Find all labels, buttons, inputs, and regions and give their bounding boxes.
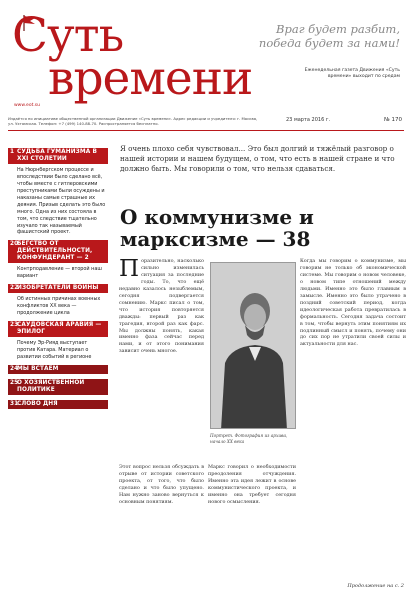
sidebar-section-summary: Об истинных причинах военных конфликтов XX века — продолжение цикла xyxy=(17,296,101,317)
article-column-2b: Маркс говорил о необходимости преодоления отчуждения. Именно эта идея лежит в основе коммунистического проекта, и именно она требует сегодня нового осмысления. xyxy=(208,464,296,505)
sidebar-section-heading[interactable]: 1 СУДЬБА ГУМАНИЗМА В XXI СТОЛЕТИИ xyxy=(8,148,108,164)
sidebar-section-heading[interactable]: 25 О ХОЗЯЙСТВЕННОЙ ПОЛИТИКЕ xyxy=(8,379,108,395)
sidebar-section-summary: Контрподавление — второй наш вариант xyxy=(17,266,102,280)
slogan xyxy=(259,23,400,51)
site-url: www.eot.su xyxy=(14,103,40,108)
article-lede: Я очень плохо себя чувствовал... Это был долгий и тяжёлый разговор о нашей истории и нашем будущем, о том, что есть в нашей стране и что должно быть. Мы говорили о том, что нельзя сдаваться. xyxy=(120,144,395,174)
masthead-divider xyxy=(8,130,404,131)
sidebar-section-heading[interactable]: 23 САУДОВСКАЯ АРАВИЯ — ЭПИЛОГ xyxy=(8,321,108,337)
photo-caption: Портрет. Фотография из архива, начало XX века xyxy=(210,433,288,444)
drop-cap: П xyxy=(119,256,140,282)
article-title: О коммунизме и марксизме — 38 xyxy=(120,205,314,252)
article-column-1b: Этот вопрос нельзя обсуждать в отрыве от истории советского проекта, от того, что было сделано и что было упущено. Нам нужно заново вернуться к основным понятиям. xyxy=(119,464,204,505)
article-column-1 xyxy=(119,258,204,355)
sidebar-section-summary: Почему Эр-Рияд выступает против Катара. Материал о развитии событий в регионе xyxy=(17,339,92,360)
masthead xyxy=(0,0,414,127)
continued-note: Продолжение на с. 2 xyxy=(347,583,404,589)
slogan-line1: Враг будет разбит, xyxy=(276,22,400,36)
sidebar-section-heading[interactable]: 31 СЛОВО ДНЯ xyxy=(8,400,108,409)
logo-title-line1: Суть xyxy=(12,8,124,63)
issue-note: Еженедельная газета Движения «Суть времени» выходит по средам xyxy=(304,68,400,80)
publisher-info: Издаётся по инициативе общественной организации Движение «Суть времени». Адрес редакции и учредителя: г. Москва, ул. Ухтомская. Телефон: +7 (499) 140-88-70. Распространяется бесплатно. xyxy=(8,116,258,127)
sidebar-section-heading[interactable]: 24 МЫ ВСТАЁМ xyxy=(8,365,108,374)
issue-number: № 170 xyxy=(384,117,402,123)
article-column-3: Когда мы говорим о коммунизме, мы говорим не только об экономической системе. Мы говорим о новом человеке, о новом типе отношений между людьми. Именно это было главным в замысле. Именно это было утрачено в поздний советский период, когда идеологическая работа превратилась в формальность. Сегодня задача состоит в том, чтобы вернуть этим понятиям их подлинный смысл и понять, почему они до сих пор не утратили своей силы и актуальности для нас. xyxy=(300,258,406,348)
sidebar-section-summary: На Нюрнбергском процессе и впоследствии было сделано всё, чтобы вместе с гитлеровскими преступниками были осуждены и наказаны самые страшные их деяния. Призыв сделать это было много. Одна из них состояла в том, что следствие тщательно изучало так называемый фашистский проект. xyxy=(17,166,106,236)
contents-sidebar xyxy=(8,148,108,414)
slogan-line2: победа будет за нами! xyxy=(258,35,400,50)
portrait-photo xyxy=(210,262,296,429)
logo-title-line2: времени xyxy=(48,51,253,107)
issue-date: 23 марта 2016 г. xyxy=(286,117,331,123)
article-column-1-text: оразительно, насколько сильно изменилась ситуация за последние годы. То, что ещё недавно казалось незыблемым, сегодня подвергается сомнению. Маркс писал о том, что история повторяется дважды: первый раз как трагедия, второй раз как фарс. Мы должны понять, какая именно фаза сейчас перед нами, и от этого понимания зависит очень многое. xyxy=(119,258,204,355)
sidebar-section-heading[interactable]: 22 ИЗОБРЕТАТЕЛИ ВОЙНЫ xyxy=(8,284,108,293)
sidebar-spacer xyxy=(8,409,108,414)
sidebar-section-heading[interactable]: 20 БЕГСТВО ОТ ДЕЙСТВИТЕЛЬНОСТИ, КОНФУНДЕРАНТ — 2 xyxy=(8,240,108,263)
portrait-figure xyxy=(211,263,296,429)
